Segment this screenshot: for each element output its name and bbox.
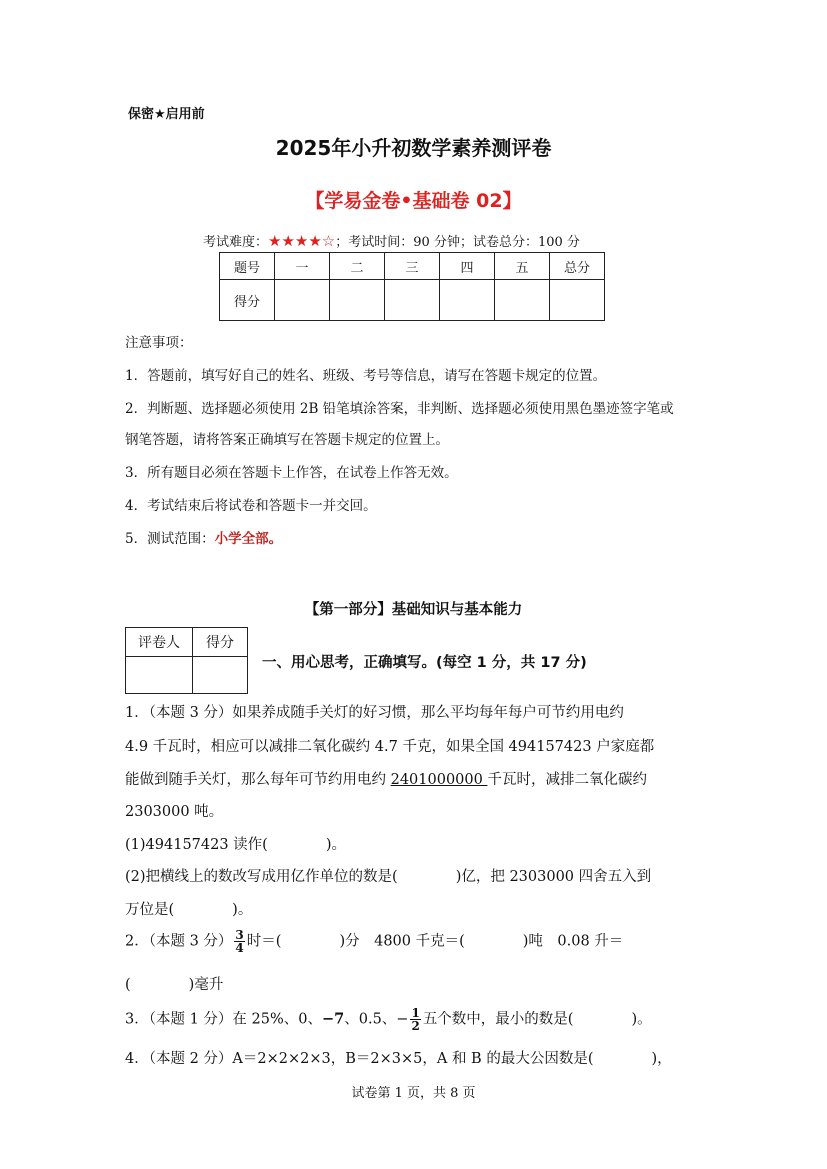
negative-seven: −7 — [321, 1010, 345, 1028]
fraction-denominator: 2 — [411, 1019, 420, 1033]
question-1-line: 4.9 千瓦时，相应可以减排二氧化碳约 4.7 千克，如果全国 494157423 户家庭都 — [125, 739, 655, 755]
notice-item: 2．判断题、选择题必须使用 2B 铅笔填涂答案，非判断、选择题必须使用黑色墨迹签字笔或 — [125, 401, 674, 417]
notice-item: 4．考试结束后将试卷和答题卡一并交回。 — [125, 498, 377, 514]
grader-empty-row — [126, 657, 248, 694]
fraction-numerator: 3 — [235, 928, 244, 942]
question-2-prefix: 2．（本题 3 分） — [125, 933, 233, 950]
notice-item: 1．答题前，填写好自己的姓名、班级、考号等信息，请写在答题卡规定的位置。 — [125, 368, 607, 384]
question-3-prefix: 3．（本题 1 分）在 25%、0、 — [125, 1011, 322, 1028]
score-cell — [440, 280, 495, 321]
score-header-cell: 总分 — [550, 253, 605, 280]
score-header-cell: 三 — [385, 253, 440, 280]
question-group-title: 一、用心思考，正确填写。(每空 1 分，共 17 分) — [262, 655, 587, 671]
score-header-cell: 题号 — [220, 253, 275, 280]
score-cell — [385, 280, 440, 321]
score-table-score-row — [220, 280, 605, 321]
notice-scope — [125, 527, 282, 547]
exam-title: 2025年小升初数学素养测评卷 — [275, 136, 552, 160]
fraction-denominator: 4 — [235, 941, 244, 955]
scope-value: 小学全部。 — [214, 531, 283, 547]
notice-title: 注意事项： — [125, 335, 193, 351]
grader-table — [125, 627, 248, 694]
grader-cell — [193, 657, 248, 694]
section-title: 【第一部分】基础知识与基本能力 — [304, 602, 523, 618]
question-1-line — [125, 768, 647, 789]
notice-item: 3．所有题目必须在答题卡上作答，在试卷上作答无效。 — [125, 465, 458, 481]
difficulty-stars: ★★★★☆ — [268, 232, 336, 250]
question-3 — [125, 1007, 652, 1032]
question-1-sub2: (2)把横线上的数改写成用亿作单位的数是( )亿，把 2303000 四舍五入到 — [125, 869, 652, 885]
score-table-header-row — [220, 253, 605, 280]
underlined-number: 2401000000 — [390, 772, 488, 788]
scope-label: 5．测试范围： — [125, 531, 215, 547]
score-header-cell: 二 — [330, 253, 385, 280]
score-cell — [330, 280, 385, 321]
score-header-cell: 四 — [440, 253, 495, 280]
confidential-label: 保密★启用前 — [128, 107, 205, 122]
fraction-one-half — [410, 1007, 420, 1032]
question-1-sub2: 万位是( )。 — [125, 902, 253, 918]
question-1-line: 2303000 吨。 — [125, 804, 224, 820]
grader-cell — [126, 657, 193, 694]
question-2 — [125, 929, 623, 954]
notice-item: 钢笔答题，请将答案正确填写在答题卡规定的位置上。 — [125, 432, 449, 448]
grader-header-cell: 评卷人 — [126, 628, 193, 657]
question-2-line2: ( )毫升 — [125, 977, 224, 993]
exam-time-and-score: ；考试时间：90 分钟；试卷总分：100 分 — [335, 235, 580, 250]
score-header-cell: 一 — [275, 253, 330, 280]
fraction-numerator: 1 — [411, 1006, 420, 1020]
question-3-text: 五个数中，最小的数是( )。 — [422, 1011, 652, 1028]
question-4: 4．（本题 2 分）A＝2×2×2×3，B＝2×3×5，A 和 B 的最大公因数是( )， — [125, 1051, 672, 1067]
score-row-label: 得分 — [220, 280, 275, 321]
page-footer: 试卷第 1 页，共 8 页 — [351, 1086, 476, 1101]
question-1-text: 千瓦时，减排二氧化碳约 — [487, 772, 647, 788]
grader-header-row — [126, 628, 248, 657]
score-table — [219, 252, 605, 321]
score-header-cell: 五 — [495, 253, 550, 280]
question-1-sub1: (1)494157423 读作( )。 — [125, 837, 346, 853]
question-1-line: 1．（本题 3 分）如果养成随手关灯的好习惯，那么平均每年每户可节约用电约 — [125, 705, 624, 721]
fraction-three-quarters — [234, 929, 244, 954]
exam-info — [203, 231, 580, 250]
score-cell — [275, 280, 330, 321]
score-cell — [550, 280, 605, 321]
question-1-text: 能做到随手关灯，那么每年可节约用电约 — [125, 772, 391, 788]
score-cell — [495, 280, 550, 321]
exam-subtitle: 【学易金卷•基础卷 02】 — [305, 190, 522, 212]
question-3-middle: 、0.5、− — [344, 1011, 409, 1028]
difficulty-label: 考试难度： — [203, 235, 269, 250]
grader-header-cell: 得分 — [193, 628, 248, 657]
question-2-text: 时＝( )分 4800 千克＝( )吨 0.08 升＝ — [246, 933, 624, 950]
